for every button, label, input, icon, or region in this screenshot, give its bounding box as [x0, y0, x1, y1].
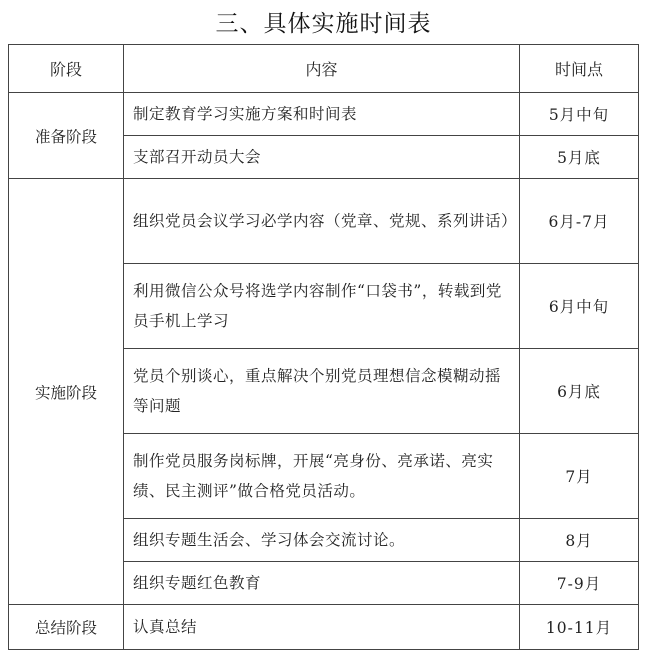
- stage-cell-impl: 实施阶段: [9, 179, 124, 605]
- table-row: [9, 93, 639, 136]
- header-content: 内容: [124, 45, 520, 93]
- content-cell: 制定教育学习实施方案和时间表: [124, 93, 520, 136]
- content-cell: 制作党员服务岗标牌，开展“亮身份、亮承诺、亮实绩、民主测评”做合格党员活动。: [124, 434, 520, 519]
- content-cell: 组织党员会议学习必学内容（党章、党规、系列讲话）: [124, 179, 520, 264]
- time-cell: 7月: [520, 434, 639, 519]
- time-cell: 6月中旬: [520, 264, 639, 349]
- time-cell: 8月: [520, 519, 639, 562]
- content-cell: 党员个别谈心，重点解决个别党员理想信念模糊动摇等问题: [124, 349, 520, 434]
- time-cell: 10-11月: [520, 605, 639, 650]
- content-cell: 组织专题生活会、学习体会交流讨论。: [124, 519, 520, 562]
- header-stage: 阶段: [9, 45, 124, 93]
- header-time: 时间点: [520, 45, 639, 93]
- content-cell: 利用微信公众号将选学内容制作“口袋书”，转载到党员手机上学习: [124, 264, 520, 349]
- content-cell: 认真总结: [124, 605, 520, 650]
- page-title: 三、具体实施时间表: [215, 11, 432, 37]
- stage-cell-summary: 总结阶段: [9, 605, 124, 650]
- content-cell: 组织专题红色教育: [124, 562, 520, 605]
- schedule-table: [8, 44, 639, 650]
- time-cell: 6月-7月: [520, 179, 639, 264]
- table-row: [9, 179, 639, 264]
- table-row: [9, 605, 639, 650]
- time-cell: 5月底: [520, 136, 639, 179]
- content-cell: 支部召开动员大会: [124, 136, 520, 179]
- time-cell: 6月底: [520, 349, 639, 434]
- time-cell: 5月中旬: [520, 93, 639, 136]
- table-header-row: [9, 45, 639, 93]
- time-cell: 7-9月: [520, 562, 639, 605]
- stage-cell-prep: 准备阶段: [9, 93, 124, 179]
